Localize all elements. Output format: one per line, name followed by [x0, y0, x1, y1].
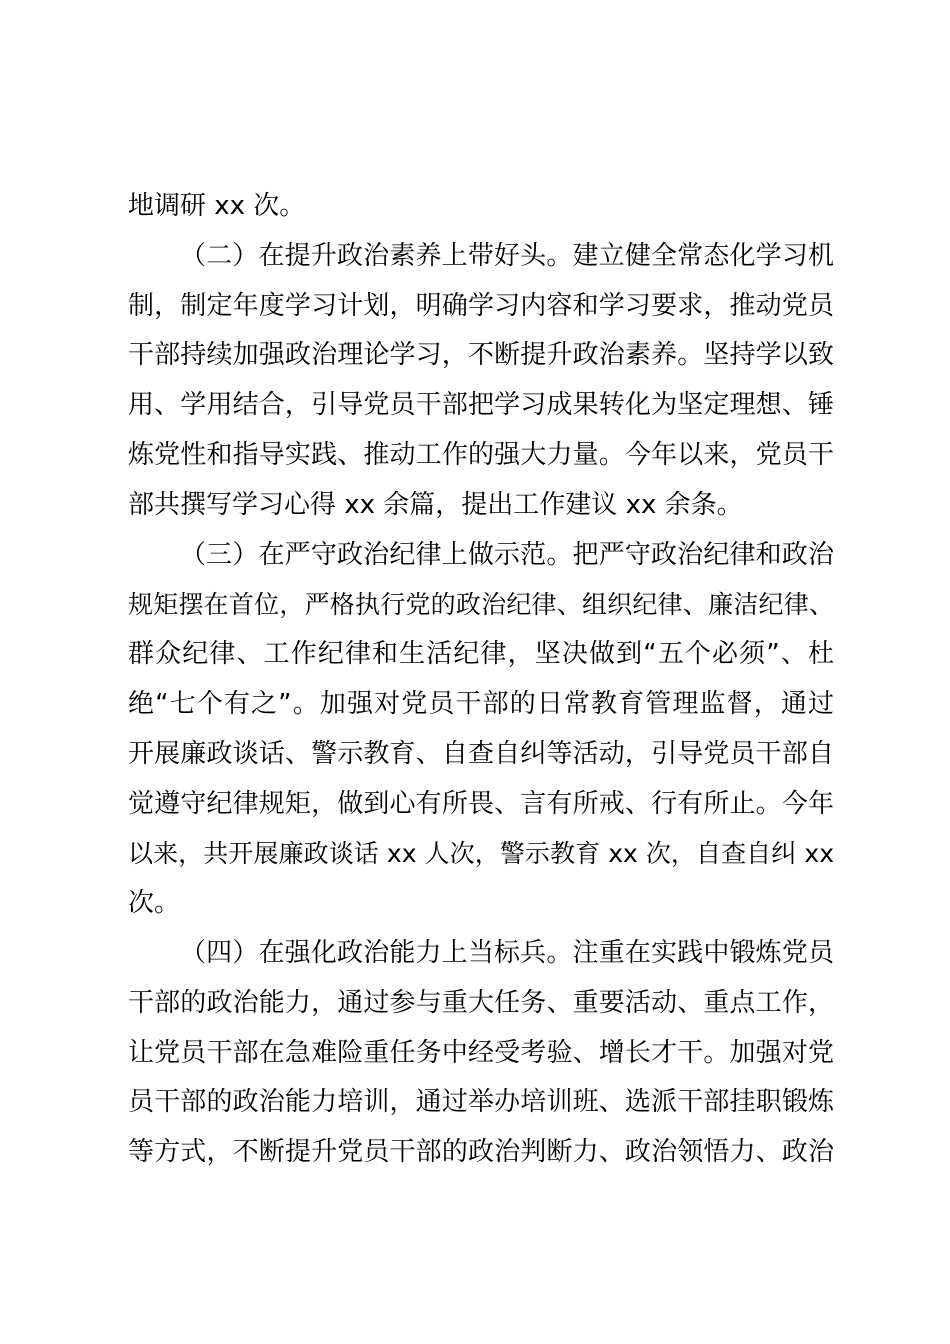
- text-line: 让党员干部在急难险重任务中经受考验、增长才干。加强对党: [128, 1037, 834, 1068]
- text-line: 地调研 xx 次。: [128, 191, 306, 221]
- text-line: 用、学用结合，引导党员干部把学习成果转化为坚定理想、锤: [128, 390, 834, 421]
- text-line: 开展廉政谈话、警示教育、自查自纠等活动，引导党员干部自: [128, 738, 834, 769]
- text-line: 次。: [128, 888, 181, 919]
- text-line: 员干部的政治能力培训，通过举办培训班、选派干部挂职锻炼: [128, 1087, 834, 1118]
- text-line: 制，制定年度学习计划，明确学习内容和学习要求，推动党员: [128, 290, 834, 321]
- paragraph-first-line: （二）在提升政治素养上带好头。建立健全常态化学习机: [180, 240, 834, 271]
- text-line: 群众纪律、工作纪律和生活纪律，坚决做到“五个必须”、杜: [128, 639, 834, 670]
- text-line: 干部持续加强政治理论学习，不断提升政治素养。坚持学以致: [128, 340, 834, 371]
- text-line: 觉遵守纪律规矩，做到心有所畏、言有所戒、行有所止。今年: [128, 788, 834, 819]
- document-body: [128, 182, 834, 1178]
- text-line: 等方式，不断提升党员干部的政治判断力、政治领悟力、政治: [128, 1137, 834, 1168]
- text-line: 绝“七个有之”。加强对党员干部的日常教育管理监督，通过: [128, 688, 834, 719]
- text-line: 以来，共开展廉政谈话 xx 人次，警示教育 xx 次，自查自纠 xx: [128, 839, 834, 869]
- paragraph-first-line: （四）在强化政治能力上当标兵。注重在实践中锻炼党员: [180, 937, 834, 968]
- paragraph-first-line: （三）在严守政治纪律上做示范。把严守政治纪律和政治: [180, 539, 834, 570]
- text-line: 部共撰写学习心得 xx 余篇，提出工作建议 xx 余条。: [128, 489, 743, 520]
- text-line: 规矩摆在首位，严格执行党的政治纪律、组织纪律、廉洁纪律、: [128, 590, 834, 620]
- text-line: 炼党性和指导实践、推动工作的强大力量。今年以来，党员干: [128, 439, 834, 470]
- text-line: 干部的政治能力，通过参与重大任务、重要活动、重点工作，: [128, 987, 834, 1018]
